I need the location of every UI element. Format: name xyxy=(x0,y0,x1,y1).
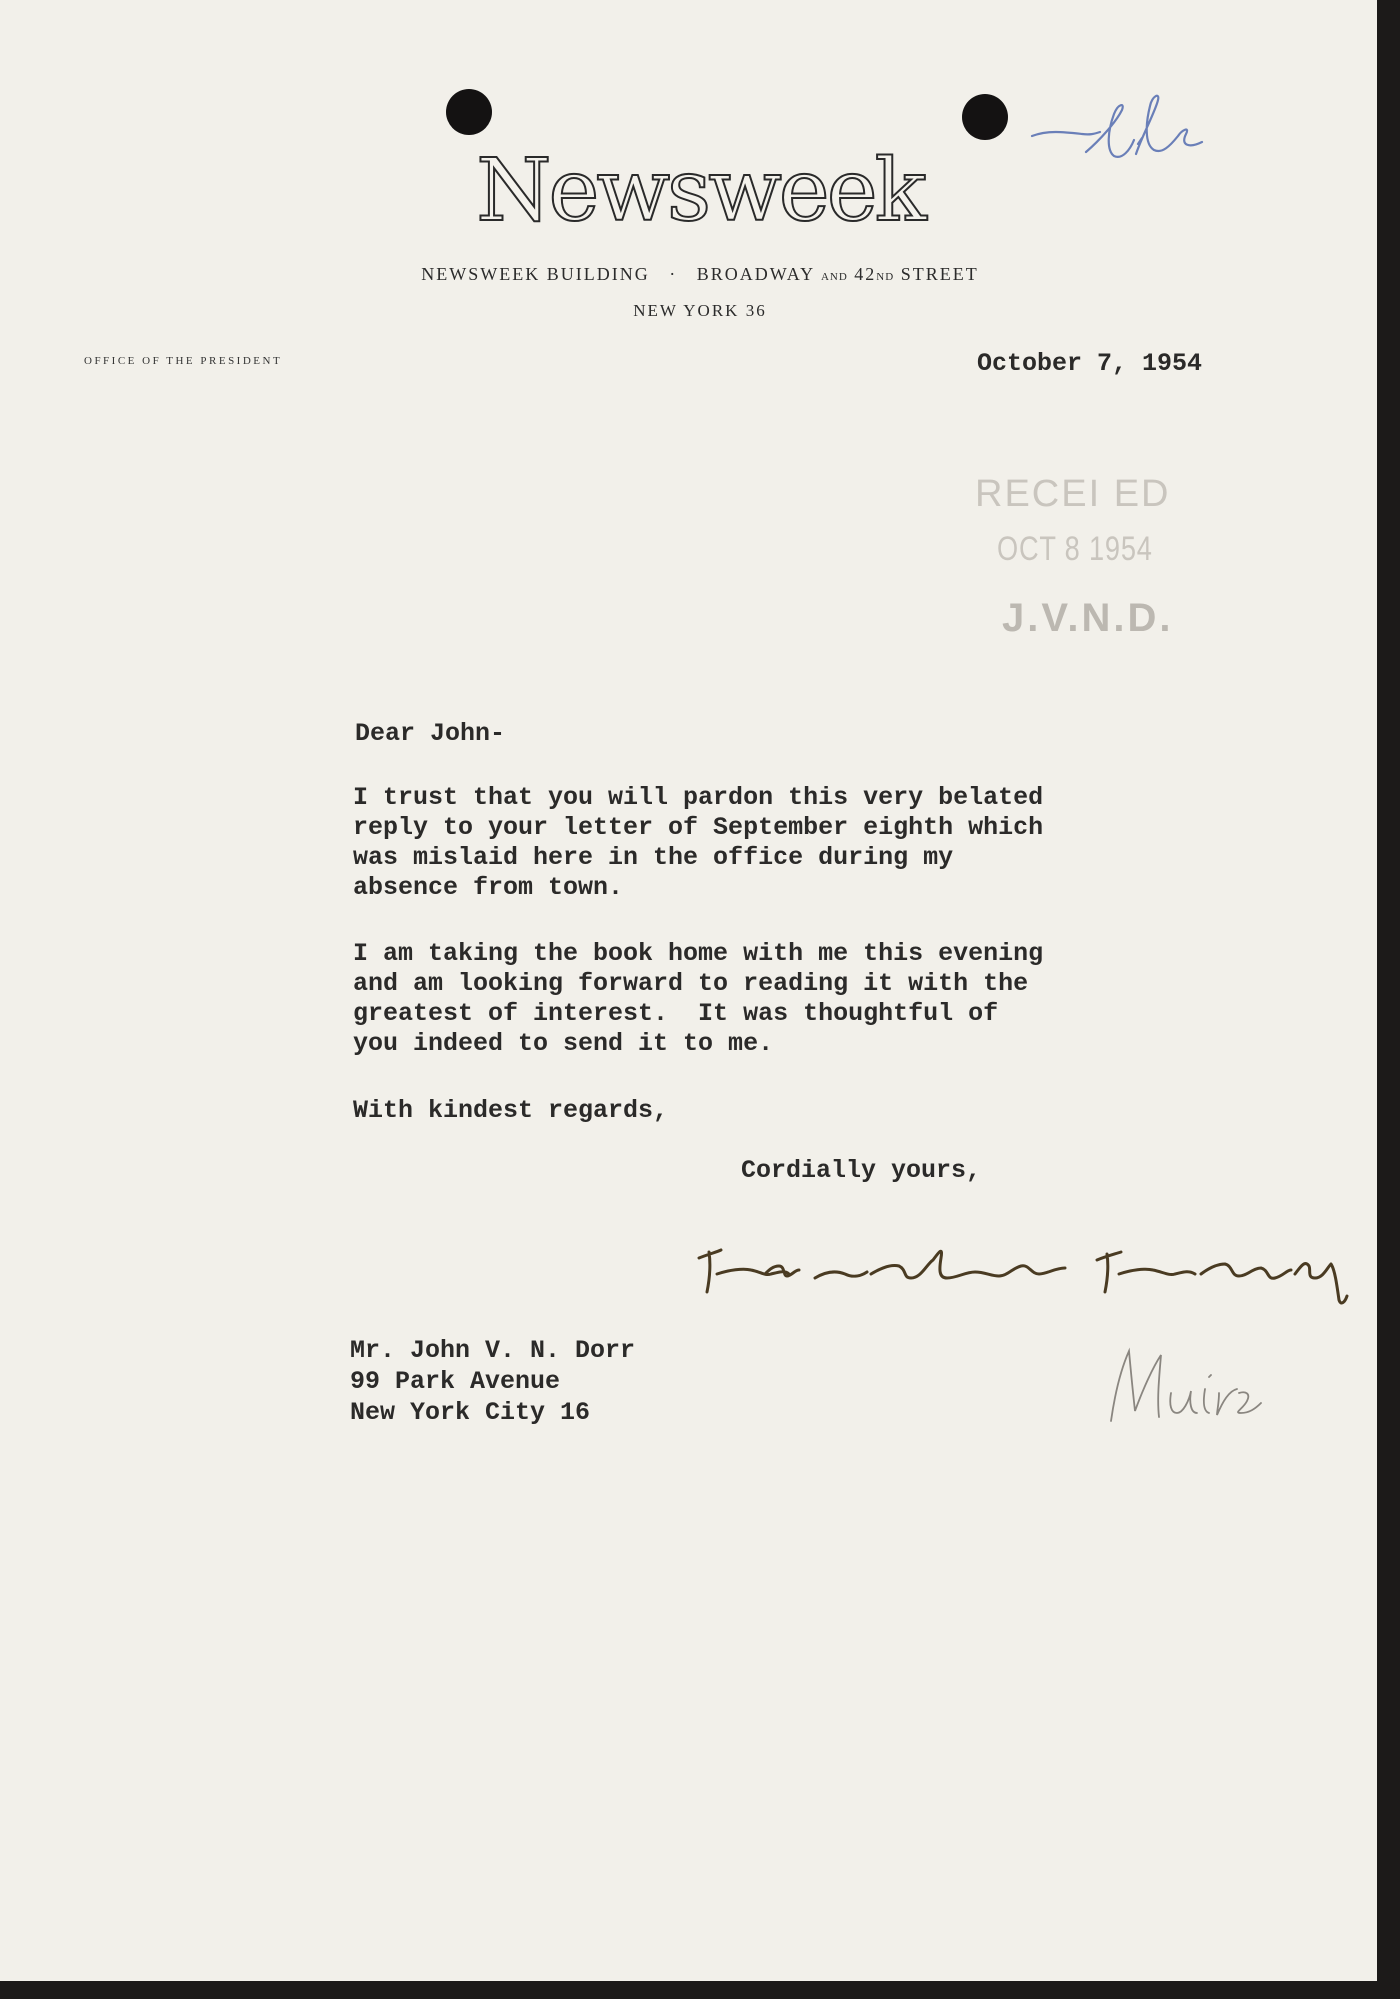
recipient-street: 99 Park Avenue xyxy=(350,1367,561,1396)
punch-hole-left xyxy=(446,89,492,135)
salutation: Dear John- xyxy=(355,719,506,748)
letter-date: October 7, 1954 xyxy=(977,349,1203,378)
recipient-city: New York City 16 xyxy=(350,1398,591,1427)
body-paragraph: I am taking the book home with me this evening and am looking forward to reading it with the greatest of interest. It was thoughtful of you indeed to send it to me. xyxy=(353,939,1044,1058)
letterhead-address xyxy=(0,264,1377,285)
punch-hole-right xyxy=(962,94,1008,140)
address-street: BROADWAY xyxy=(696,264,815,284)
address-street-suffix: STREET xyxy=(900,264,979,284)
closing-line: With kindest regards, xyxy=(353,1096,669,1125)
handwritten-signature xyxy=(695,1230,1355,1310)
office-of-the-president: OFFICE OF THE PRESIDENT xyxy=(84,355,283,367)
address-building: NEWSWEEK BUILDING xyxy=(421,264,650,284)
address-and: AND xyxy=(820,271,848,283)
handwritten-muir-note xyxy=(1105,1333,1265,1428)
received-stamp-word: RECEI ED xyxy=(975,473,1171,515)
scan-border-bottom xyxy=(0,1981,1400,1999)
address-ordinal: ND xyxy=(876,271,895,283)
received-stamp-date: OCT 8 1954 xyxy=(997,530,1153,568)
body-paragraph: I trust that you will pardon this very belated reply to your letter of September eighth which was mislaid here in the office during my absence from town. xyxy=(353,783,1044,902)
address-separator: · xyxy=(669,264,678,284)
newsweek-masthead: Newsweek xyxy=(476,141,924,241)
received-stamp-initials: J.V.N.D. xyxy=(1002,596,1174,640)
complimentary-close: Cordially yours, xyxy=(741,1156,982,1185)
scan-border-right xyxy=(1377,0,1400,1999)
recipient-name: Mr. John V. N. Dorr xyxy=(350,1336,636,1365)
letterhead-city: NEW YORK 36 xyxy=(633,301,767,320)
address-number: 42 xyxy=(854,264,877,284)
